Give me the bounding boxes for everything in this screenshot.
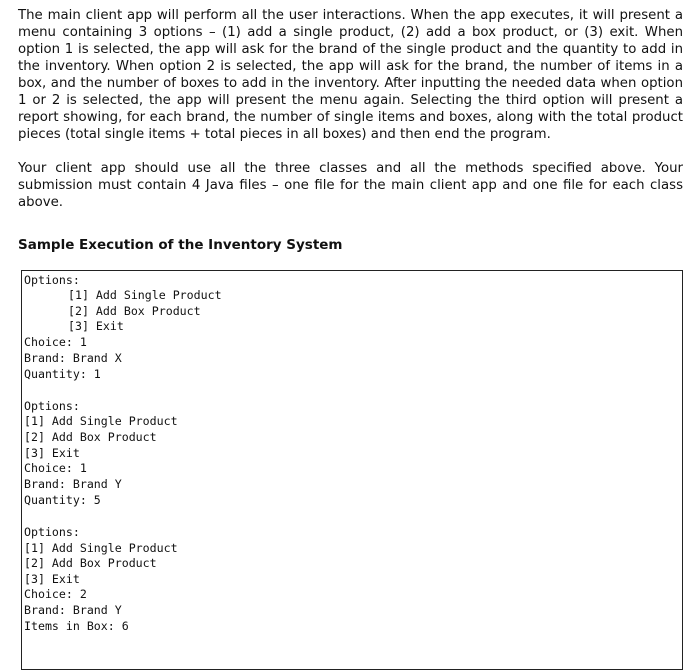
console-line: [3] Exit bbox=[24, 446, 80, 460]
console-line: Brand: Brand X bbox=[24, 351, 122, 365]
sample-execution-heading: Sample Execution of the Inventory System bbox=[18, 237, 343, 253]
console-line: Options: bbox=[24, 273, 80, 287]
console-line: [1] Add Single Product bbox=[24, 541, 178, 555]
console-line: [3] Exit bbox=[24, 572, 80, 586]
description-paragraph-2: Your client app should use all the three classes and all the methods specified above. Your submission must contain 4 Java files – one file for the main client app and one file for each class above. bbox=[18, 161, 683, 210]
console-line: Brand: Brand Y bbox=[24, 477, 122, 491]
console-line: [3] Exit bbox=[68, 319, 124, 333]
description-paragraph-1: The main client app will perform all the user interactions. When the app executes, it will present a menu containing 3 options – (1) add a single product, (2) add a box product, or (3) exit. When option 1 is selected, the app will ask for the brand of the single product and the quantity to add in the inventory. When option 2 is selected, the app will ask for the brand, the number of items in a box, and the number of boxes to add in the inventory. After inputting the needed data when option 1 or 2 is selected, the app will present the menu again. Selecting the third option will present a report showing, for each brand, the number of single items and boxes, along with the total product pieces (total single items + total pieces in all boxes) and then end the program. bbox=[18, 8, 683, 142]
console-line: [1] Add Single Product bbox=[68, 288, 222, 302]
console-line: [2] Add Box Product bbox=[24, 556, 157, 570]
console-line: Items in Box: 6 bbox=[24, 619, 129, 633]
console-line: Options: bbox=[24, 399, 80, 413]
console-line: Quantity: 5 bbox=[24, 493, 101, 507]
console-line: Choice: 1 bbox=[24, 335, 87, 349]
console-line: Quantity: 1 bbox=[24, 367, 101, 381]
console-line: [1] Add Single Product bbox=[24, 414, 178, 428]
console-line: [2] Add Box Product bbox=[68, 304, 201, 318]
console-line: Brand: Brand Y bbox=[24, 603, 122, 617]
console-line: Choice: 2 bbox=[24, 587, 87, 601]
console-output-box bbox=[21, 270, 683, 670]
console-line: Options: bbox=[24, 525, 80, 539]
console-line: Choice: 1 bbox=[24, 461, 87, 475]
console-line: [2] Add Box Product bbox=[24, 430, 157, 444]
